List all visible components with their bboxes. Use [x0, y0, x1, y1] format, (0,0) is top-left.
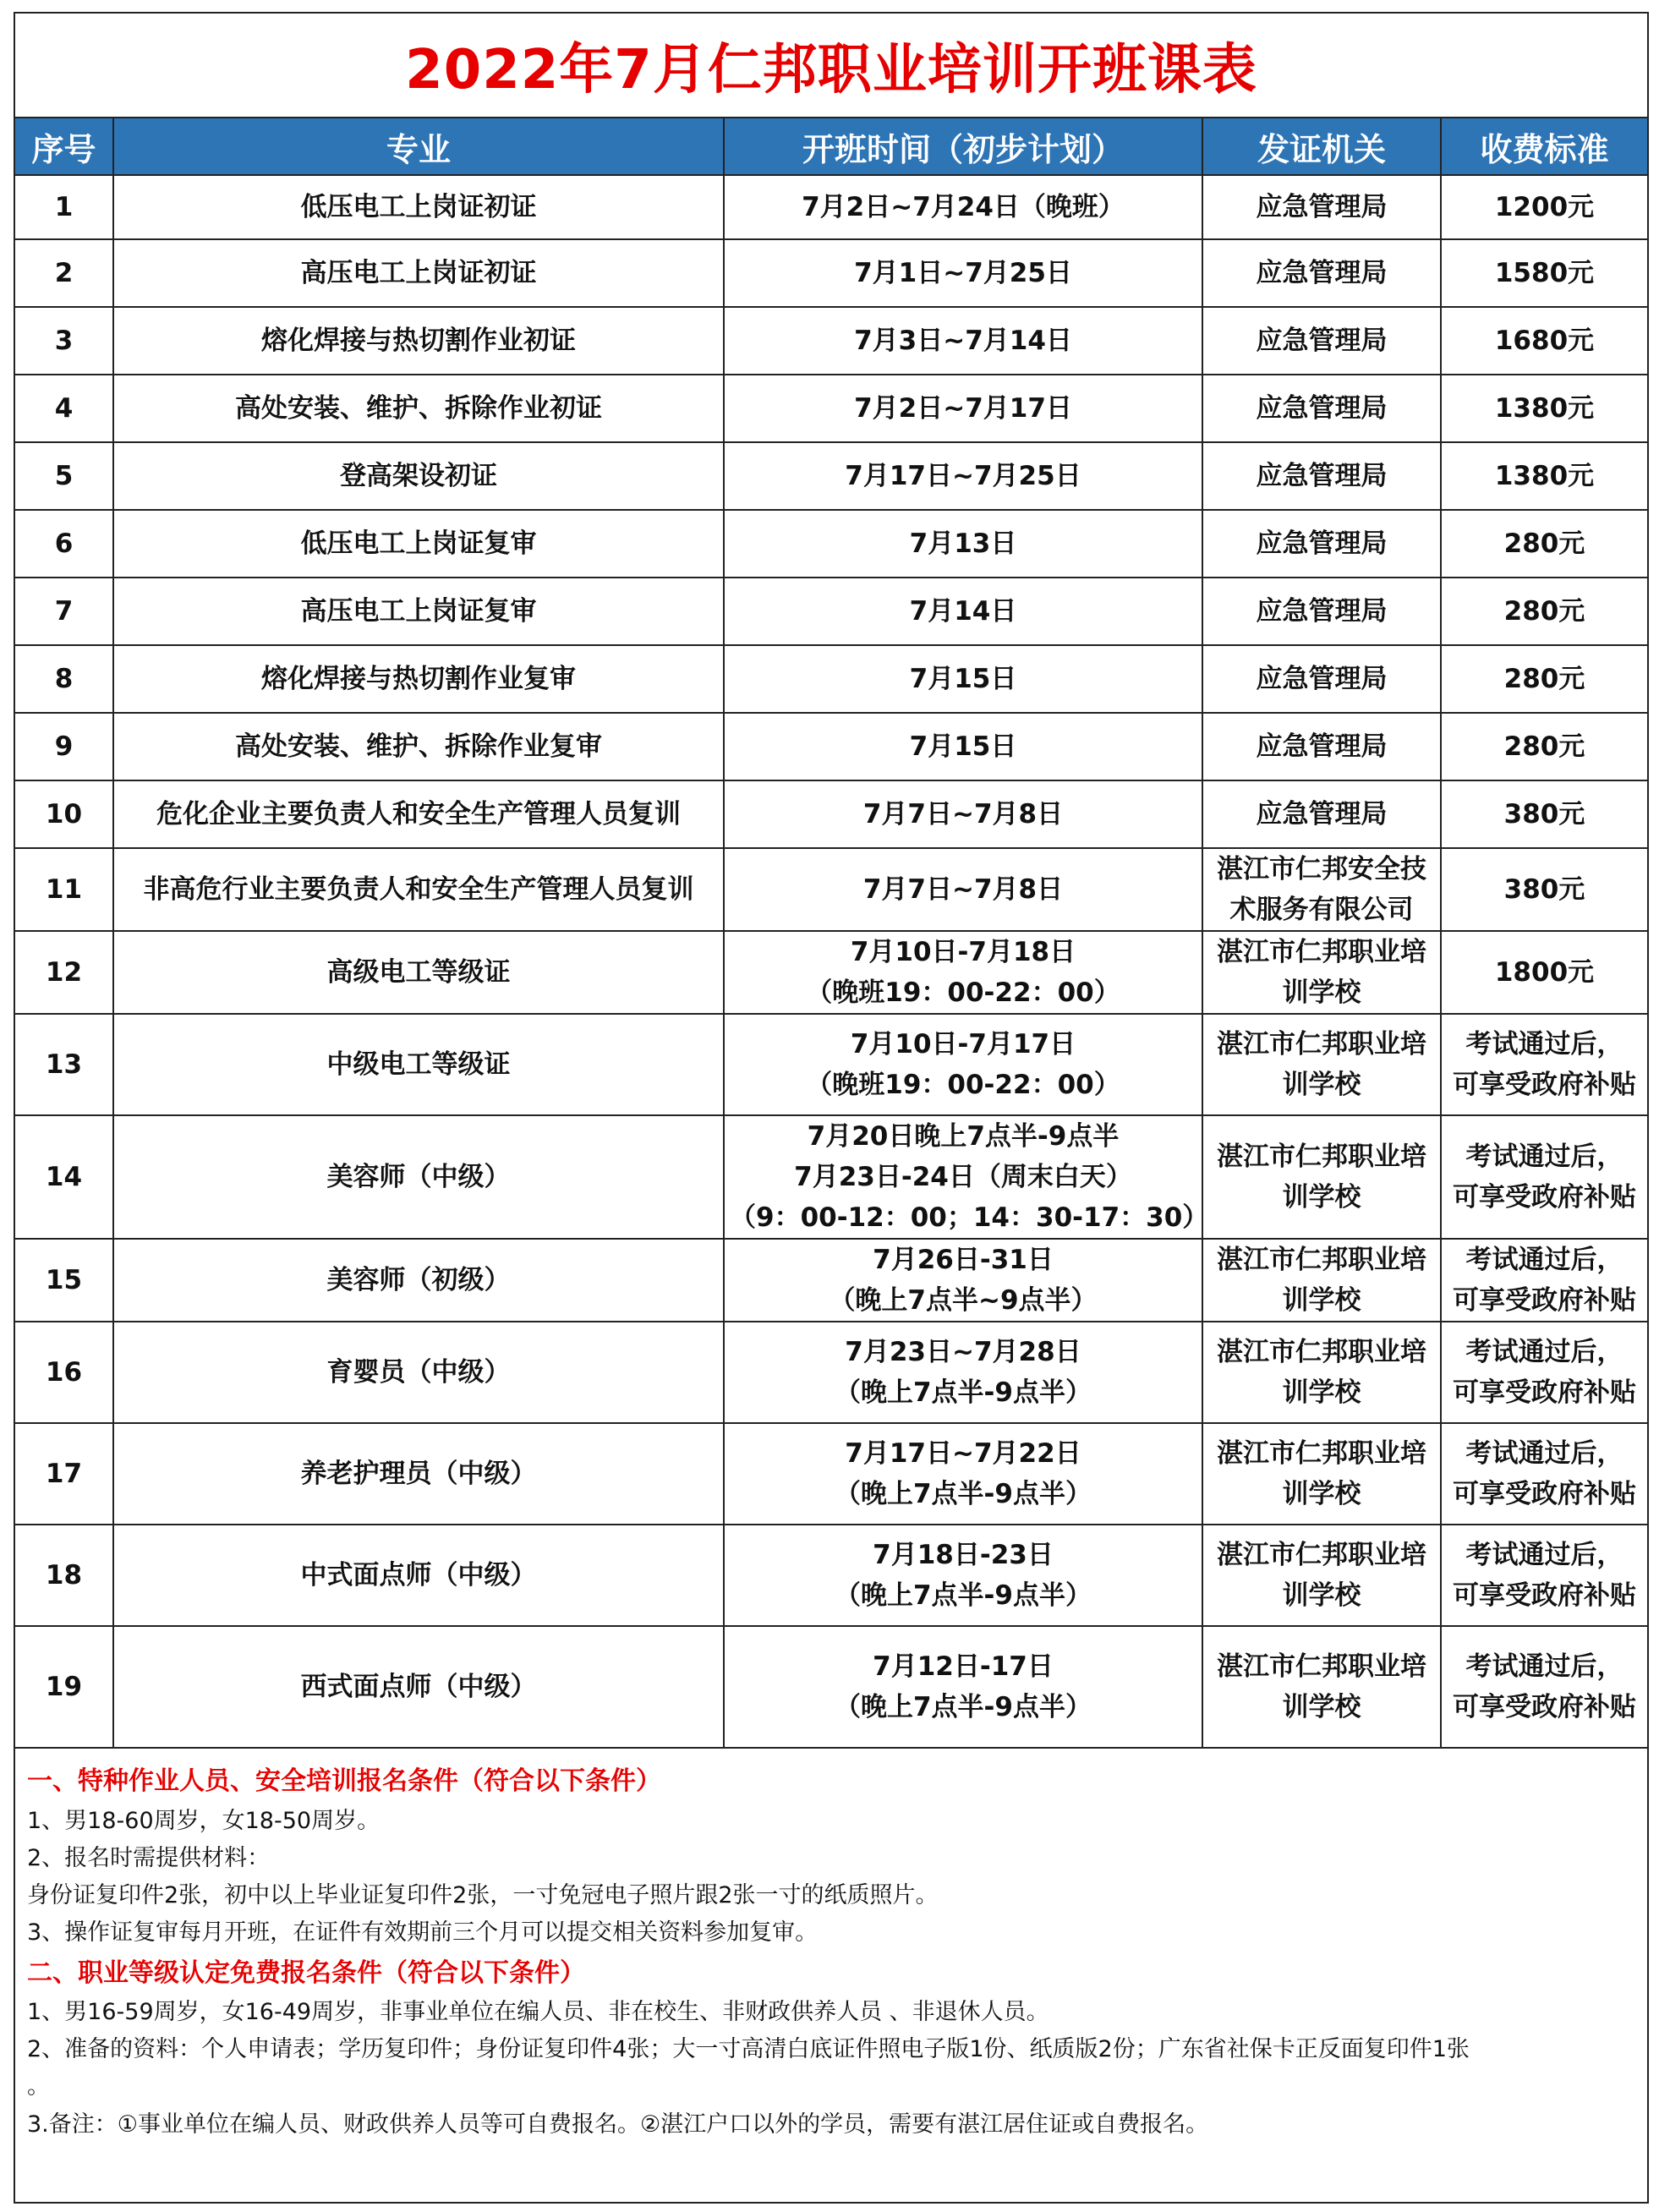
notes-line: 。: [27, 2073, 50, 2100]
page-title: 2022年7月仁邦职业培训开班课表: [15, 14, 1647, 118]
cell-fee-line: 考试通过后，: [1465, 1029, 1623, 1060]
cell-issuer: [1202, 1626, 1441, 1748]
table-row: [15, 510, 1647, 578]
notes-line: 1、男16-59周岁，女16-49周岁，非事业单位在编人员、非在校生、非财政供养人员 、非退休人员。: [27, 1998, 1049, 2025]
cell-time-line: （晚上7点半-9点半）: [834, 1692, 1092, 1723]
cell-time: [724, 1322, 1202, 1423]
cell-no: 2: [15, 239, 113, 307]
cell-fee-line: 可享受政府补贴: [1453, 1182, 1636, 1213]
table-row: [15, 307, 1647, 375]
cell-issuer-line: 湛江市仁邦职业培: [1217, 1438, 1426, 1470]
cell-fee: [1441, 931, 1647, 1014]
cell-fee-line: 可享受政府补贴: [1453, 1285, 1636, 1317]
cell-time: [724, 931, 1202, 1014]
cell-issuer: [1202, 713, 1441, 780]
table-row: [15, 848, 1647, 931]
cell-issuer: [1202, 1525, 1441, 1626]
cell-issuer: [1202, 1239, 1441, 1322]
cell-major: 中式面点师（中级）: [113, 1525, 724, 1626]
cell-time-line: 7月7日~7月8日: [862, 798, 1064, 830]
cell-time-line: （晚上7点半-9点半）: [834, 1580, 1092, 1612]
cell-time-line: 7月15日: [909, 663, 1017, 694]
cell-fee-line: 1680元: [1494, 325, 1595, 356]
cell-fee-line: 考试通过后，: [1465, 1438, 1623, 1470]
cell-no: 9: [15, 713, 113, 780]
cell-major: 高处安装、维护、拆除作业初证: [113, 375, 724, 442]
cell-time-line: 7月12日-17日: [873, 1651, 1054, 1683]
cell-time: [724, 1014, 1202, 1115]
cell-issuer-line: 应急管理局: [1256, 460, 1388, 491]
cell-fee-line: 380元: [1503, 874, 1585, 906]
cell-no: 7: [15, 578, 113, 645]
cell-time-line: 7月2日~7月17日: [854, 392, 1072, 424]
cell-major: 熔化焊接与热切割作业初证: [113, 307, 724, 375]
cell-fee: [1441, 239, 1647, 307]
cell-issuer-line: 训学校: [1282, 977, 1361, 1009]
cell-time: [724, 713, 1202, 780]
cell-issuer-line: 湛江市仁邦职业培: [1217, 1029, 1426, 1060]
cell-issuer-line: 应急管理局: [1256, 663, 1388, 694]
cell-time: [724, 1626, 1202, 1748]
header-no: 序号: [15, 118, 113, 175]
cell-no: 3: [15, 307, 113, 375]
cell-issuer: [1202, 1423, 1441, 1525]
table-header-row: [15, 118, 1647, 175]
cell-fee-line: 考试通过后，: [1465, 1245, 1623, 1276]
cell-fee: [1441, 713, 1647, 780]
cell-no: 12: [15, 931, 113, 1014]
cell-fee: [1441, 175, 1647, 239]
cell-time-line: 7月3日~7月14日: [854, 325, 1072, 356]
notes-section2-title: 二、职业等级认定免费报名条件（符合以下条件）: [27, 1957, 585, 1988]
table-row: [15, 375, 1647, 442]
cell-fee-line: 可享受政府补贴: [1453, 1692, 1636, 1723]
cell-no: 18: [15, 1525, 113, 1626]
cell-fee: [1441, 848, 1647, 931]
table-row: [15, 1423, 1647, 1525]
table-row: [15, 1322, 1647, 1423]
cell-fee-line: 1800元: [1494, 957, 1595, 988]
cell-issuer-line: 应急管理局: [1256, 392, 1388, 424]
cell-time-line: 7月14日: [909, 595, 1017, 627]
cell-time-line: 7月23日~7月28日: [845, 1337, 1081, 1368]
schedule-table: [15, 118, 1647, 1749]
cell-fee-line: 1380元: [1494, 392, 1595, 424]
cell-no: 5: [15, 442, 113, 510]
cell-time-line: 7月10日-7月18日: [850, 937, 1076, 968]
cell-time: [724, 578, 1202, 645]
cell-fee-line: 可享受政府补贴: [1453, 1479, 1636, 1510]
cell-major: 高压电工上岗证复审: [113, 578, 724, 645]
cell-time: [724, 645, 1202, 713]
cell-issuer-line: 应急管理局: [1256, 798, 1388, 830]
notes-line: 3、操作证复审每月开班，在证件有效期前三个月可以提交相关资料参加复审。: [27, 1919, 819, 1946]
cell-fee-line: 1200元: [1494, 191, 1595, 222]
table-row: [15, 645, 1647, 713]
cell-issuer: [1202, 442, 1441, 510]
cell-time-line: 7月1日~7月25日: [854, 257, 1072, 288]
cell-issuer-line: 训学校: [1282, 1692, 1361, 1723]
cell-issuer-line: 应急管理局: [1256, 595, 1388, 627]
cell-major: 美容师（初级）: [113, 1239, 724, 1322]
cell-no: 17: [15, 1423, 113, 1525]
cell-issuer-line: 应急管理局: [1256, 325, 1388, 356]
cell-major: 登高架设初证: [113, 442, 724, 510]
cell-major: 低压电工上岗证初证: [113, 175, 724, 239]
table-row: [15, 1014, 1647, 1115]
notes-section1-title: 一、特种作业人员、安全培训报名条件（符合以下条件）: [27, 1766, 661, 1797]
cell-issuer: [1202, 375, 1441, 442]
cell-issuer-line: 训学校: [1282, 1285, 1361, 1317]
notes-line: 1、男18-60周岁，女18-50周岁。: [27, 1807, 381, 1834]
cell-major: 高处安装、维护、拆除作业复审: [113, 713, 724, 780]
cell-time-line: （晚上7点半~9点半）: [829, 1285, 1098, 1317]
cell-no: 6: [15, 510, 113, 578]
cell-issuer-line: 训学校: [1282, 1182, 1361, 1213]
cell-no: 4: [15, 375, 113, 442]
cell-time: [724, 1239, 1202, 1322]
notes-section: [15, 1749, 1647, 2144]
cell-time: [724, 848, 1202, 931]
cell-time-line: 7月23日-24日（周末白天）: [794, 1162, 1132, 1193]
cell-no: 13: [15, 1014, 113, 1115]
cell-fee: [1441, 1239, 1647, 1322]
cell-major: 熔化焊接与热切割作业复审: [113, 645, 724, 713]
cell-no: 16: [15, 1322, 113, 1423]
cell-time: [724, 307, 1202, 375]
cell-fee-line: 考试通过后，: [1465, 1142, 1623, 1173]
cell-time-line: 7月20日晚上7点半-9点半: [807, 1121, 1120, 1153]
cell-major: 高级电工等级证: [113, 931, 724, 1014]
cell-fee-line: 280元: [1503, 731, 1585, 762]
cell-time-line: 7月13日: [909, 528, 1017, 559]
table-row: [15, 175, 1647, 239]
cell-issuer-line: 应急管理局: [1256, 257, 1388, 288]
cell-issuer: [1202, 780, 1441, 848]
cell-fee: [1441, 1423, 1647, 1525]
cell-issuer-line: 应急管理局: [1256, 731, 1388, 762]
cell-major: 低压电工上岗证复审: [113, 510, 724, 578]
cell-time: [724, 442, 1202, 510]
cell-time-line: 7月17日~7月25日: [845, 460, 1081, 491]
cell-issuer-line: 训学校: [1282, 1377, 1361, 1409]
cell-issuer-line: 湛江市仁邦职业培: [1217, 1651, 1426, 1683]
cell-time-line: （晚上7点半-9点半）: [834, 1479, 1092, 1510]
cell-fee: [1441, 578, 1647, 645]
cell-fee: [1441, 442, 1647, 510]
cell-time-line: （晚班19：00-22：00）: [806, 977, 1120, 1009]
cell-issuer: [1202, 510, 1441, 578]
cell-fee-line: 考试通过后，: [1465, 1651, 1623, 1683]
cell-fee-line: 可享受政府补贴: [1453, 1580, 1636, 1612]
cell-fee-line: 380元: [1503, 798, 1585, 830]
cell-time: [724, 175, 1202, 239]
cell-issuer: [1202, 175, 1441, 239]
table-row: [15, 931, 1647, 1014]
notes-line: 2、准备的资料：个人申请表；学历复印件；身份证复印件4张；大一寸高清白底证件照电子版1份、纸质版2份；广东省社保卡正反面复印件1张: [27, 2036, 1470, 2063]
cell-time: [724, 239, 1202, 307]
table-row: [15, 780, 1647, 848]
notes-line: 身份证复印件2张，初中以上毕业证复印件2张，一寸免冠电子照片跟2张一寸的纸质照片。: [27, 1882, 939, 1909]
cell-issuer-line: 应急管理局: [1256, 191, 1388, 222]
notes-line: 2、报名时需提供材料：: [27, 1844, 271, 1871]
cell-fee: [1441, 1322, 1647, 1423]
cell-time-line: （晚上7点半-9点半）: [834, 1377, 1092, 1409]
cell-fee-line: 1580元: [1494, 257, 1595, 288]
cell-fee-line: 1380元: [1494, 460, 1595, 491]
cell-time: [724, 1423, 1202, 1525]
cell-fee: [1441, 1525, 1647, 1626]
header-fee: 收费标准: [1441, 118, 1647, 175]
cell-major: 危化企业主要负责人和安全生产管理人员复训: [113, 780, 724, 848]
cell-time-line: 7月2日~7月24日（晚班）: [802, 191, 1125, 222]
cell-issuer-line: 湛江市仁邦职业培: [1217, 937, 1426, 968]
cell-no: 11: [15, 848, 113, 931]
cell-issuer: [1202, 1014, 1441, 1115]
header-issuer: 发证机关: [1202, 118, 1441, 175]
cell-fee-line: 可享受政府补贴: [1453, 1070, 1636, 1101]
table-body: [15, 175, 1647, 1748]
cell-fee-line: 280元: [1503, 595, 1585, 627]
cell-major: 中级电工等级证: [113, 1014, 724, 1115]
cell-issuer-line: 训学校: [1282, 1479, 1361, 1510]
table-row: [15, 1626, 1647, 1748]
cell-issuer-line: 湛江市仁邦职业培: [1217, 1245, 1426, 1276]
cell-no: 8: [15, 645, 113, 713]
cell-issuer: [1202, 931, 1441, 1014]
cell-time-line: （晚班19：00-22：00）: [806, 1070, 1120, 1101]
cell-issuer: [1202, 307, 1441, 375]
cell-no: 14: [15, 1115, 113, 1239]
cell-time-line: 7月18日-23日: [873, 1540, 1054, 1571]
cell-major: 美容师（中级）: [113, 1115, 724, 1239]
cell-major: 非高危行业主要负责人和安全生产管理人员复训: [113, 848, 724, 931]
cell-time-line: 7月10日-7月17日: [850, 1029, 1076, 1060]
cell-fee: [1441, 1115, 1647, 1239]
cell-major: 西式面点师（中级）: [113, 1626, 724, 1748]
cell-no: 19: [15, 1626, 113, 1748]
cell-fee-line: 考试通过后，: [1465, 1337, 1623, 1368]
cell-time-line: 7月7日~7月8日: [862, 874, 1064, 906]
cell-issuer: [1202, 1322, 1441, 1423]
cell-issuer-line: 术服务有限公司: [1229, 895, 1414, 926]
cell-issuer-line: 湛江市仁邦职业培: [1217, 1142, 1426, 1173]
cell-no: 15: [15, 1239, 113, 1322]
cell-time: [724, 780, 1202, 848]
cell-no: 10: [15, 780, 113, 848]
cell-fee: [1441, 510, 1647, 578]
notes-line: 3.备注：①事业单位在编人员、财政供养人员等可自费报名。②湛江户口以外的学员，需要有湛江居住证或自费报名。: [27, 2111, 1209, 2138]
cell-issuer-line: 湛江市仁邦安全技: [1217, 854, 1426, 884]
cell-time: [724, 1115, 1209, 1239]
header-major: 专业: [113, 118, 724, 175]
cell-fee-line: 280元: [1503, 528, 1585, 559]
cell-time-line: 7月17日~7月22日: [845, 1438, 1081, 1470]
cell-major: 育婴员（中级）: [113, 1322, 724, 1423]
cell-fee: [1441, 1014, 1647, 1115]
cell-issuer: [1202, 848, 1441, 931]
cell-fee-line: 可享受政府补贴: [1453, 1377, 1636, 1409]
cell-time-line: （9：00-12：00；14：30-17：30）: [730, 1202, 1209, 1234]
cell-fee: [1441, 780, 1647, 848]
table-row: [15, 1525, 1647, 1626]
table-row: [15, 442, 1647, 510]
cell-major: 养老护理员（中级）: [113, 1423, 724, 1525]
cell-fee-line: 考试通过后，: [1465, 1540, 1623, 1571]
cell-fee: [1441, 307, 1647, 375]
cell-issuer: [1202, 578, 1441, 645]
table-row: [15, 713, 1647, 780]
cell-issuer: [1202, 1115, 1441, 1239]
table-row: [15, 578, 1647, 645]
table-row: [15, 1115, 1647, 1239]
cell-fee: [1441, 375, 1647, 442]
cell-time: [724, 375, 1202, 442]
cell-no: 1: [15, 175, 113, 239]
cell-time-line: 7月26日-31日: [873, 1245, 1054, 1276]
cell-issuer-line: 应急管理局: [1256, 528, 1388, 559]
cell-time-line: 7月15日: [909, 731, 1017, 762]
cell-issuer-line: 湛江市仁邦职业培: [1217, 1337, 1426, 1368]
cell-issuer-line: 训学校: [1282, 1070, 1361, 1101]
cell-fee: [1441, 1626, 1647, 1748]
schedule-sheet: [14, 12, 1649, 2204]
cell-issuer-line: 训学校: [1282, 1580, 1361, 1612]
cell-issuer-line: 湛江市仁邦职业培: [1217, 1540, 1426, 1571]
cell-issuer: [1202, 645, 1441, 713]
cell-time: [724, 1525, 1202, 1626]
table-row: [15, 1239, 1647, 1322]
cell-time: [724, 510, 1202, 578]
cell-fee-line: 280元: [1503, 663, 1585, 694]
cell-fee: [1441, 645, 1647, 713]
cell-major: 高压电工上岗证初证: [113, 239, 724, 307]
table-row: [15, 239, 1647, 307]
header-time: 开班时间（初步计划）: [724, 118, 1202, 175]
cell-issuer: [1202, 239, 1441, 307]
